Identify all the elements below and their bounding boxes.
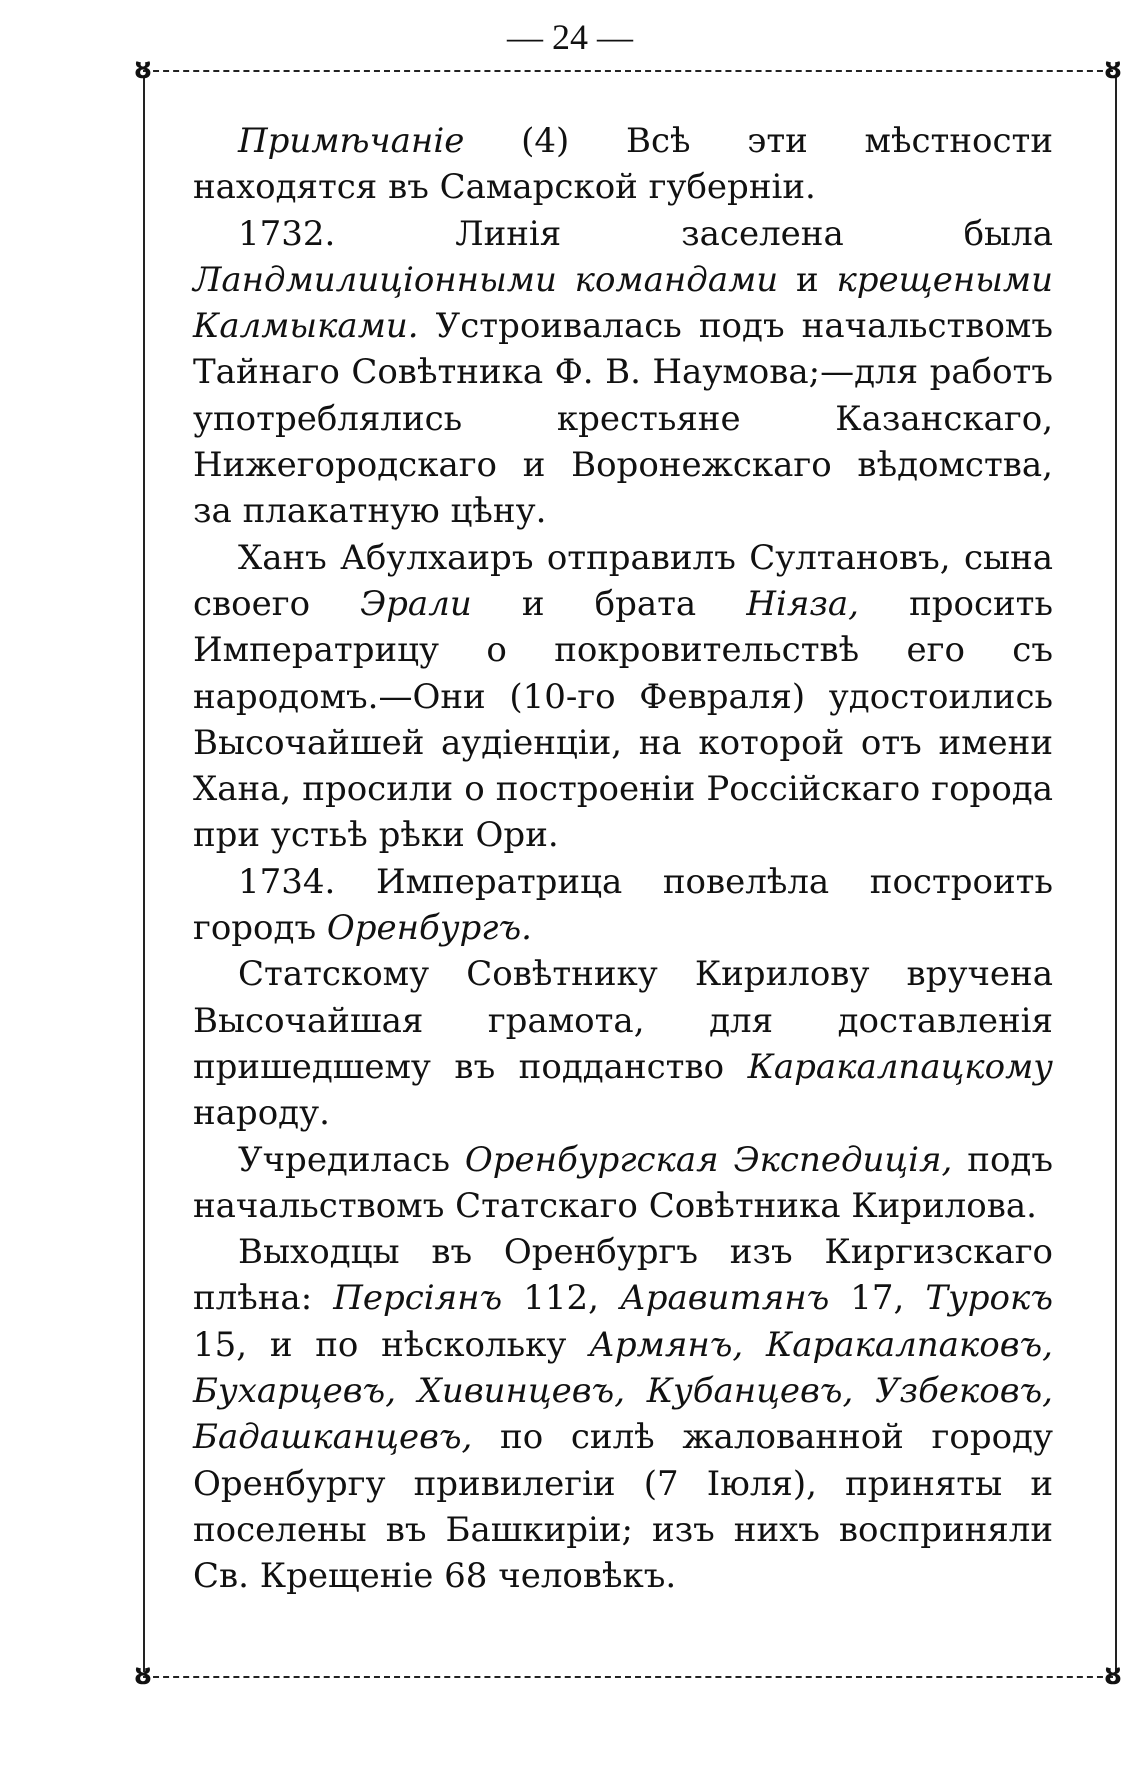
text-run: Устроивалась подъ начальствомъ Тайнаго Совѣтника Ф. В. Наумова;—для работъ употреблялись крестьяне Казанскаго, Нижегородскаго и Воронежскаго вѣдомства, за плакатную цѣну. [193,306,1053,532]
text-run: Учредилась [238,1139,465,1180]
italic-text: крещеными Калмыками. [193,259,1054,347]
paragraph [193,859,1053,952]
italic-text: Эрали [360,583,472,624]
text-run: Статскому Совѣтнику Кирилову вручена Высочайшая грамота, для доставленія пришедшему въ подданство [193,954,1053,1087]
italic-text: Оренбургъ. [326,908,532,949]
italic-text: Ландмилиціонными командами [193,259,779,300]
text-run: 17, [829,1278,926,1319]
paragraph [193,535,1053,859]
corner-ornament-icon: ȣ [1104,55,1122,85]
paragraph [193,1137,1053,1230]
text-run: народу. [193,1093,330,1134]
paragraph [193,118,1053,211]
paragraph [193,951,1053,1136]
italic-text: Турокъ [925,1278,1053,1319]
italic-text: Каракалпацкому [747,1046,1053,1087]
text-run: по силѣ жалованной городу Оренбургу привилегіи (7 Іюля), приняты и поселены въ Башкиріи; изъ нихъ восприняли Св. Крещеніе 68 человѣкъ. [193,1417,1053,1597]
text-run: 1734. Императрица повелѣла построить городъ [193,861,1053,949]
italic-text: Персіянъ [333,1278,503,1319]
text-run: Выходцы въ Оренбургъ изъ Киргизскаго плѣна: [193,1232,1053,1319]
italic-text: Примѣчаніе [238,121,465,161]
body-text [193,118,1053,1600]
frame-bottom-rule [143,1676,1113,1678]
text-run: и брата [471,583,747,624]
text-run: просить Императрицу о покровительствѣ его съ народомъ.—Они (10-го Февраля) удостоились Высочайшей аудіенціи, на которой отъ имени Хана, просили о построеніи Россійскаго города при устьѣ рѣки Ори. [193,583,1053,856]
corner-ornament-icon: ȣ [134,1661,152,1691]
text-run: 1732. Линія заселена была [238,213,1053,254]
frame-top-rule [143,70,1113,72]
paragraph [193,1229,1053,1599]
corner-ornament-icon: ȣ [134,55,152,85]
text-run: и [778,259,837,300]
corner-ornament-icon: ȣ [1104,1661,1122,1691]
italic-text: Ніяза, [746,583,859,624]
text-run: 112, [502,1278,620,1319]
italic-text: Оренбургская Экспедиція, [464,1139,953,1180]
italic-text: Армянъ, Каракалпаковъ, Бухарцевъ, Хивинцевъ, Кубанцевъ, Узбековъ, Бадашканцевъ, [193,1324,1053,1458]
text-run: подъ начальствомъ Статскаго Совѣтника Кирилова. [193,1139,1053,1226]
paragraph [193,211,1053,535]
page-number: — 24 — [507,17,633,57]
text-run: (4) Всѣ эти мѣстности находятся въ Самарской губерніи. [193,121,1053,208]
text-run: Ханъ Абулхаиръ отправилъ Султановъ, сына своего [193,537,1053,624]
italic-text: Аравитянъ [619,1278,830,1319]
text-run: 15, и по нѣскольку [193,1324,590,1365]
